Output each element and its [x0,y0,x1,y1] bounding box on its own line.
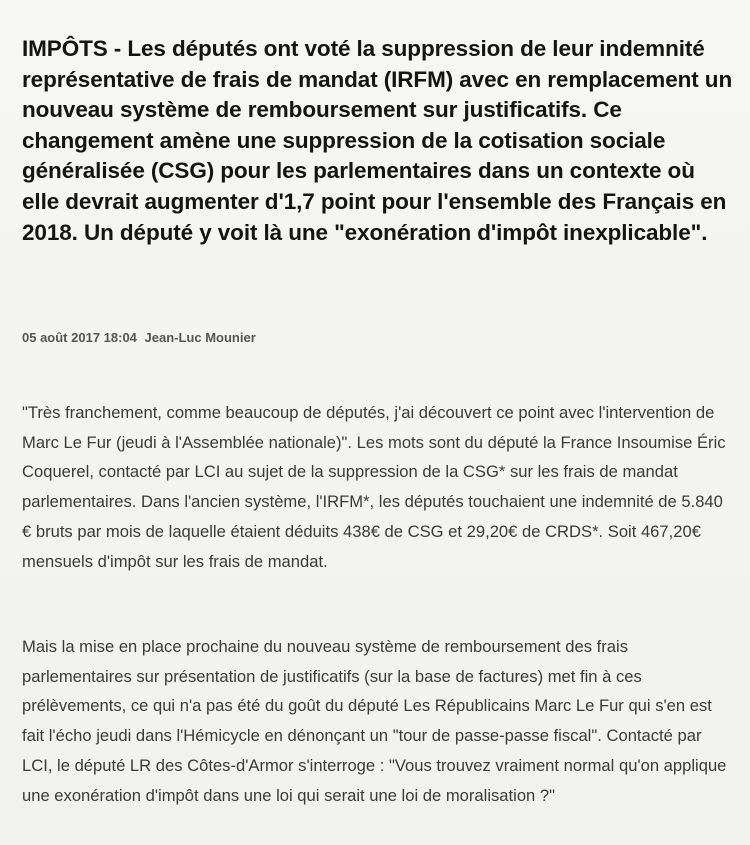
article-author: Jean-Luc Mounier [144,330,256,345]
article-headline: IMPÔTS - Les députés ont voté la suppression de leur indemnité représentative de frais de mandat (IRFM) avec en remplacement un nouveau système de remboursement sur justificatifs. Ce changement amène une suppression de la cotisation sociale généralisée (CSG) pour les parlementaires dans un contexte où elle devrait augmenter d'1,7 point pour l'ensemble des Français en 2018. Un député y voit là une "exonération d'impôt inexplicable". [22,36,733,245]
article-date: 05 août 2017 18:04 [22,330,137,345]
article-paragraph-2: Mais la mise en place prochaine du nouveau système de remboursement des frais parlementaires sur présentation de justificatifs (sur la base de factures) met fin à ces prélèvements, ce qui n'a pas été du goût du député Les Républicains Marc Le Fur qui s'en est fait l'écho jeudi dans l'Hémicycle en dénonçant un "tour de passe-passe fiscal". Contacté par LCI, le député LR des Côtes-d'Armor s'interroge : "Vous trouvez vraiment normal qu'on applique une exonération d'impôt dans une loi qui serait une loi de moralisation ?" [22,637,727,805]
article-paragraph-1: "Très franchement, comme beaucoup de députés, j'ai découvert ce point avec l'intervention de Marc Le Fur (jeudi à l'Assemblée nationale)". Les mots sont du député la France Insoumise Éric Coquerel, contacté par LCI au sujet de la suppression de la CSG* sur les frais de mandat parlementaires. Dans l'ancien système, l'IRFM*, les députés touchaient une indemnité de 5.840 € bruts par mois de laquelle étaient déduits 438€ de CSG et 29,20€ de CRDS*. Soit 467,20€ mensuels d'impôt sur les frais de mandat. [22,403,726,571]
article-meta [22,330,256,345]
